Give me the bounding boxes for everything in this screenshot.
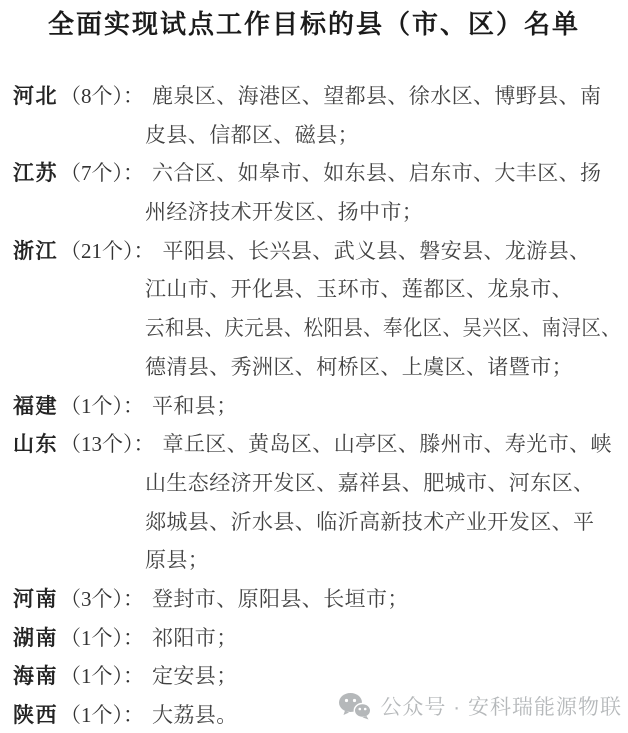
province-section bbox=[13, 232, 621, 387]
county-line-continued bbox=[13, 116, 621, 155]
province-name: 海南 bbox=[13, 664, 58, 689]
province-line bbox=[13, 387, 621, 426]
wechat-icon bbox=[338, 692, 371, 720]
province-section bbox=[13, 387, 621, 426]
page-title: 全面实现试点工作目标的县（市、区）名单 bbox=[47, 10, 580, 39]
province-line bbox=[13, 619, 621, 658]
province-count: （13个）： bbox=[60, 432, 155, 457]
county-list-text: 原县； bbox=[145, 548, 210, 573]
county-line-continued bbox=[13, 464, 621, 503]
province-section bbox=[13, 580, 621, 619]
province-count: （1个）： bbox=[60, 625, 144, 650]
county-list-text: 江山市、开化县、玉环市、莲都区、龙泉市、 bbox=[145, 277, 573, 302]
province-name: 福建 bbox=[13, 393, 58, 418]
province-section bbox=[13, 77, 621, 154]
county-line-continued bbox=[13, 193, 621, 232]
county-line-continued bbox=[13, 270, 621, 309]
official-account-watermark bbox=[338, 691, 622, 721]
watermark-text: 公众号 · 安科瑞能源物联 bbox=[380, 696, 622, 719]
province-count: （8个）： bbox=[60, 84, 144, 108]
county-list-text: 平阳县、长兴县、武义县、磐安县、龙游县、 bbox=[162, 238, 591, 263]
county-line-continued bbox=[13, 348, 621, 387]
province-name: 山东 bbox=[13, 432, 58, 457]
province-count: （3个）： bbox=[60, 586, 144, 611]
county-list-text: 定安县； bbox=[152, 664, 238, 689]
county-line-continued bbox=[13, 541, 621, 580]
province-section bbox=[13, 425, 621, 580]
county-list-text: 云和县、庆元县、松阳县、奉化区、吴兴区、南浔区、 bbox=[145, 316, 622, 341]
county-list-text: 郯城县、沂水县、临沂高新技术产业开发区、平 bbox=[145, 509, 595, 534]
province-count: （7个）： bbox=[60, 161, 144, 186]
province-section bbox=[13, 619, 621, 658]
province-name: 陕西 bbox=[13, 703, 58, 727]
county-list-text: 登封市、原阳县、长垣市； bbox=[152, 586, 409, 611]
province-name: 河南 bbox=[13, 586, 58, 611]
county-list-text: 皮县、信都区、磁县； bbox=[145, 122, 359, 147]
province-name: 湖南 bbox=[13, 625, 58, 650]
province-line bbox=[13, 77, 621, 116]
county-list-text: 祁阳市； bbox=[152, 625, 238, 650]
county-list-text: 山生态经济开发区、嘉祥县、肥城市、河东区、 bbox=[145, 470, 595, 495]
province-line bbox=[13, 425, 621, 464]
province-count: （1个）： bbox=[60, 664, 144, 689]
province-line bbox=[13, 580, 621, 619]
county-list-text: 鹿泉区、海港区、望都县、徐水区、博野县、南 bbox=[152, 84, 602, 108]
county-line-continued bbox=[13, 503, 621, 542]
county-list-text: 六合区、如皋市、如东县、启东市、大丰区、扬 bbox=[152, 161, 602, 186]
province-count: （1个）： bbox=[60, 703, 144, 727]
county-list-text: 德清县、秀洲区、柯桥区、上虞区、诸暨市； bbox=[145, 354, 573, 379]
province-name: 浙江 bbox=[13, 238, 58, 263]
province-line bbox=[13, 232, 621, 271]
province-name: 江苏 bbox=[13, 161, 58, 186]
province-section bbox=[13, 154, 621, 231]
province-count: （21个）： bbox=[60, 238, 155, 263]
county-line-continued bbox=[13, 309, 621, 348]
county-list-text: 大荔县。 bbox=[152, 703, 238, 727]
county-list-text: 章丘区、黄岛区、山亭区、滕州市、寿光市、峡 bbox=[162, 432, 612, 457]
province-line bbox=[13, 154, 621, 193]
county-list-text: 州经济技术开发区、扬中市； bbox=[145, 200, 424, 225]
province-count: （1个）： bbox=[60, 393, 144, 418]
county-list-text: 平和县； bbox=[152, 393, 238, 418]
sections bbox=[13, 77, 621, 733]
province-name: 河北 bbox=[13, 84, 58, 108]
